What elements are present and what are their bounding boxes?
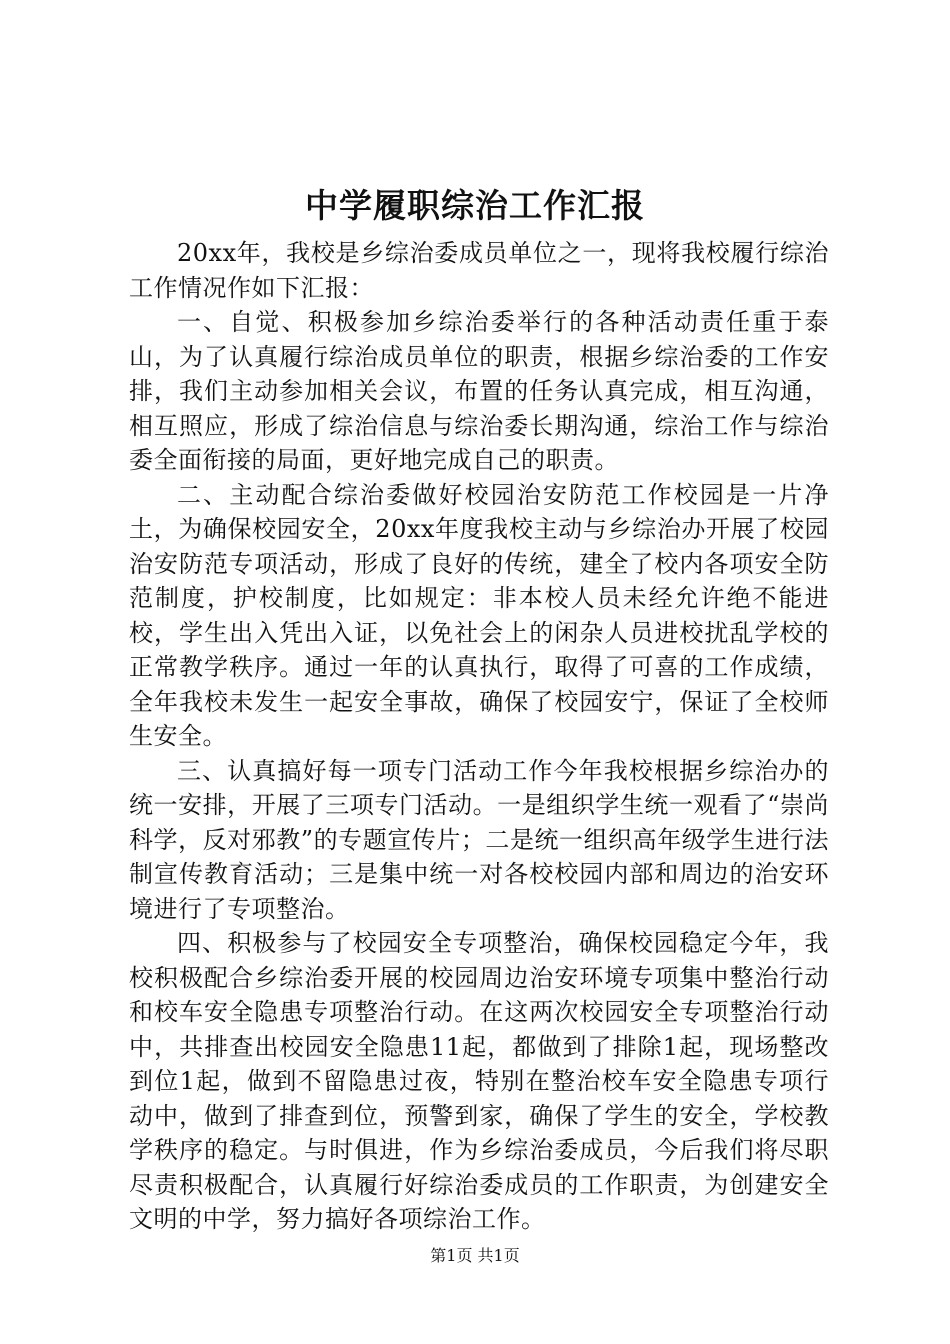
paragraph-section-2: 二、主动配合综治委做好校园治安防范工作校园是一片净土，为确保校园安全，20xx年度我校主动与乡综治办开展了校园治安防范专项活动，形成了良好的传统，建全了校内各项安全防范制度，护校制度，比如规定：非本校人员未经允许绝不能进校，学生出入凭出入证，以免社会上的闲杂人员进校扰乱学校的正常教学秩序。通过一年的认真执行，取得了可喜的工作成绩，全年我校未发生一起安全事故，确保了校园安宁，保证了全校师生安全。 xyxy=(129,480,829,750)
document-title: 中学履职综治工作汇报 xyxy=(305,186,645,225)
paragraph-section-4: 四、积极参与了校园安全专项整治，确保校园稳定今年，我校积极配合乡综治委开展的校园周边治安环境专项集中整治行动和校车安全隐患专项整治行动。在这两次校园安全专项整治行动中，共排查出校园安全隐患11起，都做到了排除1起，现场整改到位1起，做到不留隐患过夜，特别在整治校车安全隐患专项行动中，做到了排查到位，预警到家，确保了学生的安全，学校教学秩序的稳定。与时俱进，作为乡综治委成员，今后我们将尽职尽责积极配合，认真履行好综治委成员的工作职责，为创建安全文明的中学，努力搞好各项综治工作。 xyxy=(129,929,829,1233)
page-footer: 第1页 共1页 xyxy=(430,1246,520,1265)
paragraph-intro: 20xx年，我校是乡综治委成员单位之一，现将我校履行综治工作情况作如下汇报： xyxy=(129,239,829,302)
paragraph-section-1: 一、自觉、积极参加乡综治委举行的各种活动责任重于泰山，为了认真履行综治成员单位的职责，根据乡综治委的工作安排，我们主动参加相关会议，布置的任务认真完成，相互沟通，相互照应，形成了综治信息与综治委长期沟通，综治工作与综治委全面衔接的局面，更好地完成自己的职责。 xyxy=(129,308,829,474)
document-body xyxy=(129,236,829,1237)
paragraph-section-3: 三、认真搞好每一项专门活动工作今年我校根据乡综治办的统一安排，开展了三项专门活动。一是组织学生统一观看了“崇尚科学，反对邪教”的专题宣传片；二是统一组织高年级学生进行法制宣传教育活动；三是集中统一对各校校园内部和周边的治安环境进行了专项整治。 xyxy=(129,756,829,923)
